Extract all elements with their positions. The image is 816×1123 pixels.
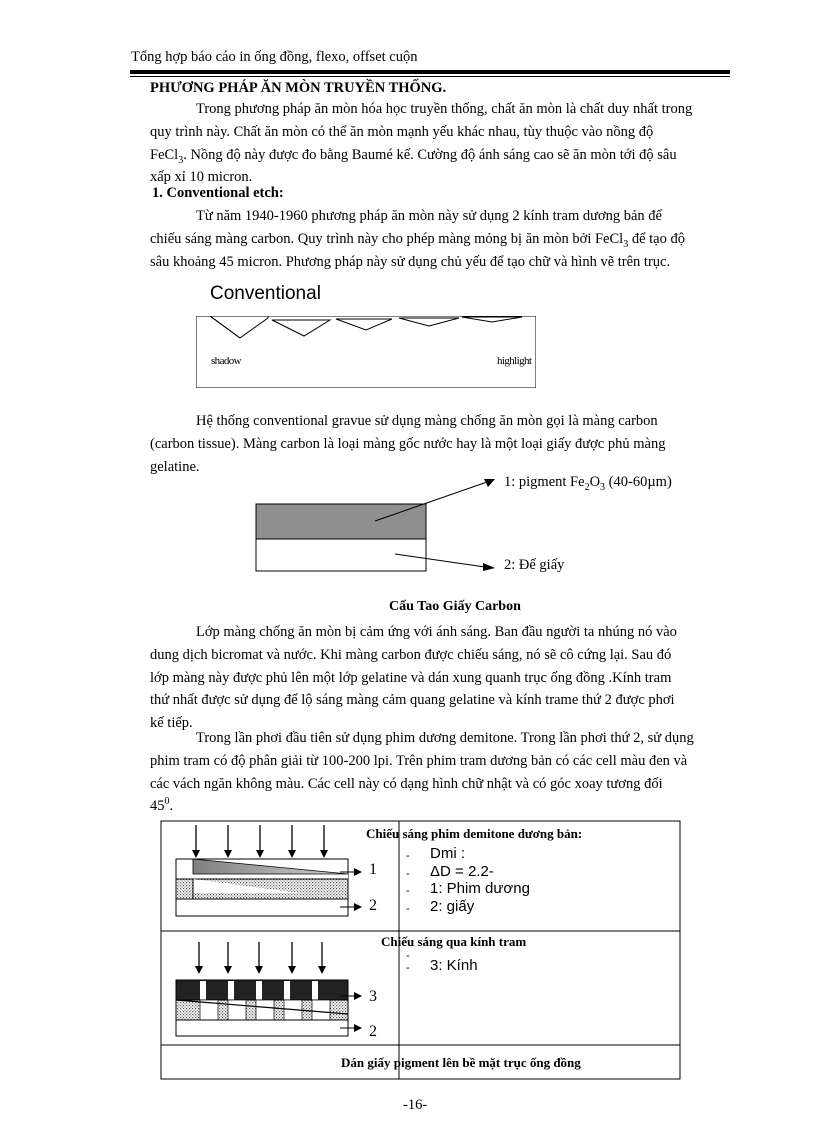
intro-line-3-rest: . Nồng độ này được đo bằng Baumé kế. Cường độ ánh sáng cao sẽ ăn mòn tới độ sâu [183, 146, 677, 163]
sensitize-line-3: lớp màng này được phủ lên một lớp gelatine và dán xung quanh trục ống đồng .Kính tram [150, 669, 672, 686]
fecl3-text: FeCl [150, 146, 179, 163]
paper-base-label: 2: Đế giấy [504, 557, 565, 573]
subsection-heading: 1. Conventional etch: [152, 185, 284, 201]
conventional-line-2-a: chiếu sáng màng carbon. Quy trình này cho phép màng mỏng bị ăn mòn bởi FeCl [150, 230, 624, 247]
conventional-line-1: Từ năm 1940-1960 phương pháp ăn mòn này sử dụng 2 kính tram dương bản để [196, 208, 662, 224]
row2-items [406, 945, 478, 975]
screen-exposure-diagram [176, 942, 362, 1036]
row2-num-3: 3 [369, 988, 377, 1005]
intro-line-1: Trong phương pháp ăn mòn hóa học truyền thống, chất ăn mòn là chất duy nhất trong [196, 101, 693, 117]
sensitize-line-1: Lớp màng chống ăn mòn bị cảm ứng với ánh sáng. Ban đầu người ta nhúng nó vào [196, 624, 677, 640]
row1-item-3: - 1: Phim dương [406, 880, 530, 898]
highlight-label: highlight [497, 355, 532, 367]
intro-line-2: quy trình này. Chất ăn mòn có thể ăn mòn mạnh yếu khác nhau, tùy thuộc vào nồng độ [150, 123, 654, 140]
row2-num-2: 2 [369, 1023, 377, 1040]
shadow-label: shadow [211, 355, 242, 367]
sensitize-line-4: thứ nhất được sử dụng để lộ sáng màng cảm quang gelatine và kính trame thứ 2 được phơi [150, 692, 675, 709]
exposure-line-3: các vách ngăn không màu. Các cell này có dạng hình chữ nhật và có góc xoay tương đối [150, 775, 663, 792]
carbon-line-2: (carbon tissue). Màng carbon là loại màng gốc nước hay là một loại giấy được phủ màng [150, 435, 666, 452]
row2-title: Chiếu sáng qua kính tram [381, 934, 527, 949]
intro-line-4: xấp xỉ 10 micron. [150, 169, 253, 186]
degree-sup: 0 [164, 796, 170, 808]
pigment-label-sub2: 3 [600, 481, 606, 493]
fecl3-sub: 3 [178, 154, 184, 166]
carbon-figure-caption: Cấu Tao Giấy Carbon [389, 599, 521, 614]
section-heading: PHƯƠNG PHÁP ĂN MÒN TRUYỀN THỐNG. [150, 80, 447, 96]
page-number: -16- [403, 1097, 428, 1113]
row1-item-1: - Dmi : [406, 845, 530, 863]
pigment-label-a: 1: pigment Fe [504, 474, 585, 490]
conventional-line-2-b: để tạo độ [628, 230, 685, 247]
row1-num-1: 1 [369, 861, 377, 878]
row3-title: Dán giấy pigment lên bề mặt trục ống đồng [341, 1055, 581, 1070]
conventional-line-2-sub: 3 [623, 238, 629, 250]
exposure-line-1: Trong lần phơi đầu tiên sử dụng phim dương demitone. Trong lần phơi thứ 2, sử dụng [196, 730, 694, 746]
row1-items [406, 845, 530, 915]
demitone-exposure-diagram [176, 825, 362, 916]
pigment-label-c: (40-60µm) [605, 474, 672, 490]
pigment-label-sub1: 2 [584, 481, 590, 493]
conventional-line-3: sâu khoảng 45 micron. Phương pháp này sử dụng chủ yếu để tạo chữ và hình vẽ trên trục. [150, 253, 671, 270]
row1-num-2: 2 [369, 897, 377, 914]
exposure-line-2: phim tram có độ phân giải từ 100-200 lpi. Trên phim tram dương bản có các cell màu đen và [150, 752, 688, 769]
row2-item-2: - 3: Kính [406, 957, 478, 975]
figure-conventional-title: Conventional [210, 283, 321, 304]
exposure-line-4-b: . [169, 798, 174, 815]
carbon-line-1: Hệ thống conventional gravue sử dụng màng chống ăn mòn gọi là màng carbon [196, 413, 658, 429]
running-header: Tổng hợp báo cáo in ống đồng, flexo, offset cuộn [131, 49, 418, 65]
sensitize-line-2: dung dịch bicromat và nước. Khi màng carbon được chiếu sáng, nó sẽ cô cứng lại. Sau đó [150, 646, 672, 663]
pigment-label-b: O [589, 474, 601, 490]
carbon-line-3: gelatine. [150, 458, 200, 475]
row2-item-1 [406, 945, 478, 957]
exposure-line-4-a: 45 [150, 798, 165, 815]
row1-item-4: - 2: giấy [406, 898, 530, 916]
row1-item-2: - ΔD = 2.2- [406, 863, 530, 881]
row1-title: Chiếu sáng phim demitone dương bản: [366, 826, 583, 841]
sensitize-line-5: kế tiếp. [150, 715, 193, 732]
